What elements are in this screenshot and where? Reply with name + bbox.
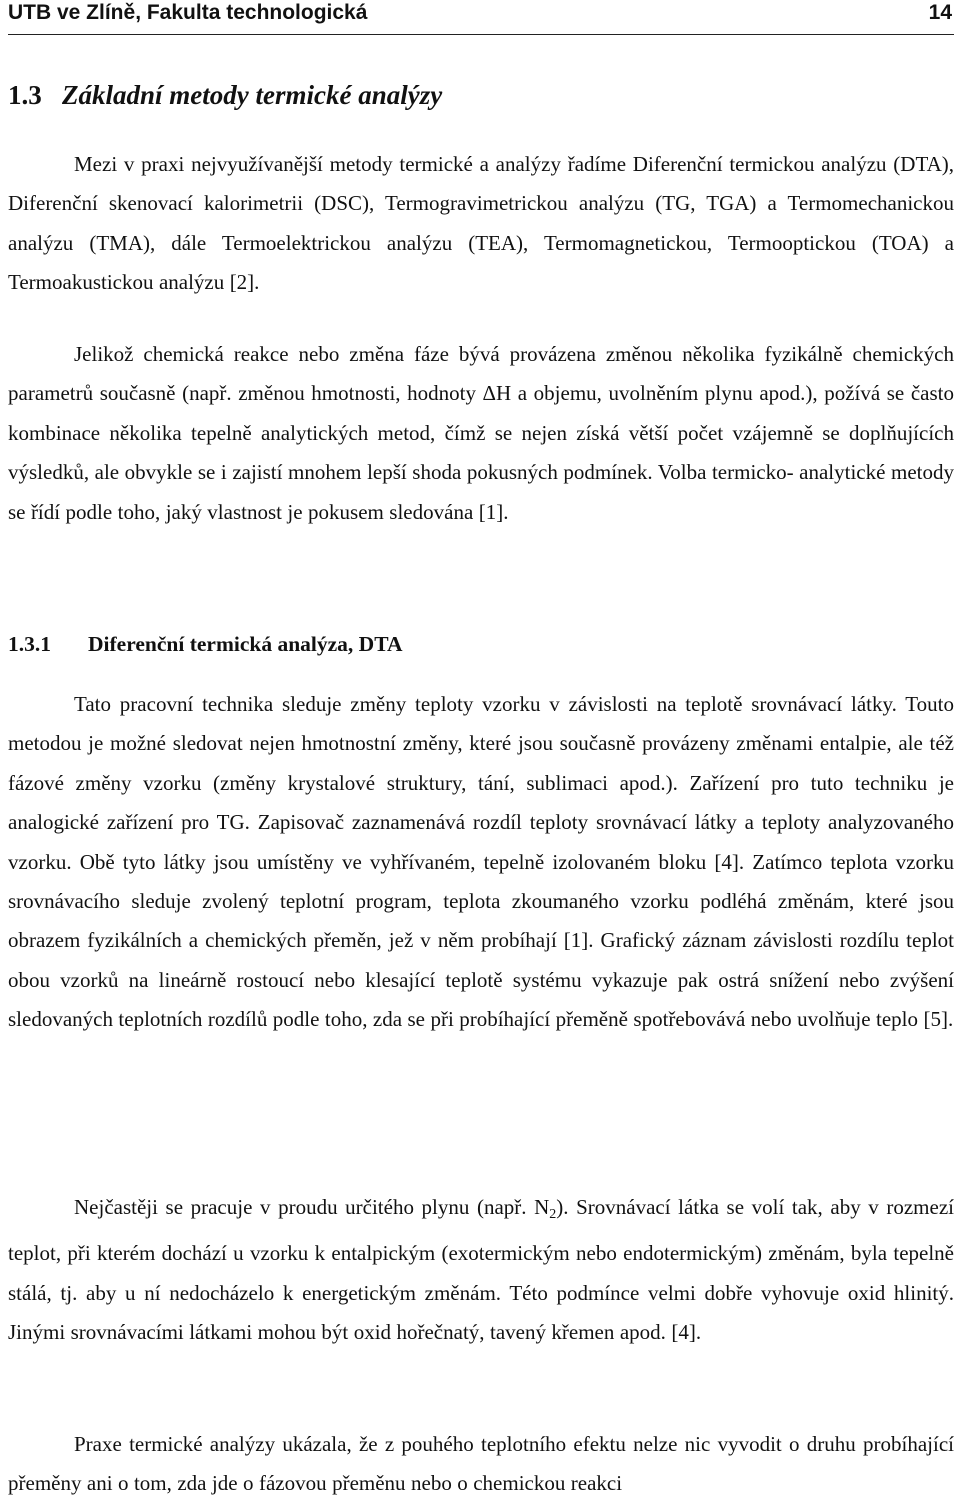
paragraph-3 (8, 685, 954, 1040)
subsection-title: Diferenční termická analýza, DTA (88, 632, 403, 656)
page-number: 14 (928, 1, 952, 24)
paragraph-4-text-b: ). Srovnávací látka se volí tak, aby v rozmezí teplot, při kterém dochází u vzorku k entalpickým (exotermickým nebo endotermickým) změnám, byla tepelně stálá, tj. aby u ní nedocházelo k energetickým změnám. Této podmínce velmi dobře vyhovuje oxid hlinitý. Jinými srovnávacími látkami mohou být oxid hořečnatý, tavený křemen apod. [4]. (8, 1195, 954, 1345)
paragraph-4-subscript: 2 (549, 1207, 557, 1222)
section-number: 1.3 (8, 80, 42, 110)
paragraph-1 (8, 145, 954, 303)
paragraph-5-text: Praxe termické analýzy ukázala, že z pouhého teplotního efektu nelze nic vyvodit o druhu probíhající přeměny ani o tom, zda jde o fázovou přeměnu nebo o chemickou reakci (8, 1432, 954, 1496)
subsection-number: 1.3.1 (8, 632, 51, 656)
paragraph-5 (8, 1425, 954, 1502)
paragraph-2-text: Jelikož chemická reakce nebo změna fáze bývá provázena změnou několika fyzikálně chemických parametrů současně (např. změnou hmotnosti, hodnoty ΔH a objemu, uvolněním plynu apod.), požívá se často kombinace několika tepelně analytických metod, čímž se nejen získá větší počet vzájemně se doplňujících výsledků, ale obvykle se i zajistí mnohem lepší shoda pokusných podmínek. Volba termicko- analytické metody se řídí podle toho, jaký vlastnost je pokusem sledována [1]. (8, 342, 954, 524)
paragraph-4 (8, 1188, 954, 1353)
paragraph-3-text: Tato pracovní technika sleduje změny teploty vzorku v závislosti na teplotě srovnávací látky. Touto metodou je možné sledovat nejen hmotnostní změny, které jsou současně provázeny změnami entalpie, ale též fázové změny vzorku (změny krystalové struktury, tání, sublimaci apod.). Zařízení pro tuto techniku je analogické zařízení pro TG. Zapisovač zaznamenává rozdíl teploty srovnávací látky a teploty analyzovaného vzorku. Obě tyto látky jsou umístěny ve vyhřívaném, tepelně izolovaném bloku [4]. Zatímco teplota vzorku srovnávacího sleduje zvolený teplotní program, teplota zkoumaného vzorku podléhá změnám, které jsou obrazem fyzikálních a chemických přeměn, jež v něm probíhají [1]. Grafický záznam závislosti rozdílu teplot obou vzorků na lineárně rostoucí nebo klesající teplotě systému vykazuje pak ostrá snížení nebo zvýšení sledovaných teplotních rozdílů podle toho, zda se při probíhající přeměně spotřebovává nebo uvolňuje teplo [5]. (8, 692, 954, 1032)
subsection-heading (8, 632, 402, 657)
section-heading (8, 80, 442, 111)
paragraph-1-text: Mezi v praxi nejvyužívanější metody termické a analýzy řadíme Diferenční termickou analýzu (DTA), Diferenční skenovací kalorimetrii (DSC), Termogravimetrickou analýzu (TG, TGA) a Termomechanickou analýzu (TMA), dále Termoelektrickou analýzu (TEA), Termomagnetickou, Termooptickou (TOA) a Termoakustickou analýzu [2]. (8, 152, 954, 295)
paragraph-2 (8, 335, 954, 532)
page-header (8, 0, 954, 35)
paragraph-4-text-a: Nejčastěji se pracuje v proudu určitého plynu (např. N (74, 1195, 550, 1219)
header-institution: UTB ve Zlíně, Fakulta technologická (8, 1, 368, 24)
section-title: Základní metody termické analýzy (62, 80, 443, 110)
